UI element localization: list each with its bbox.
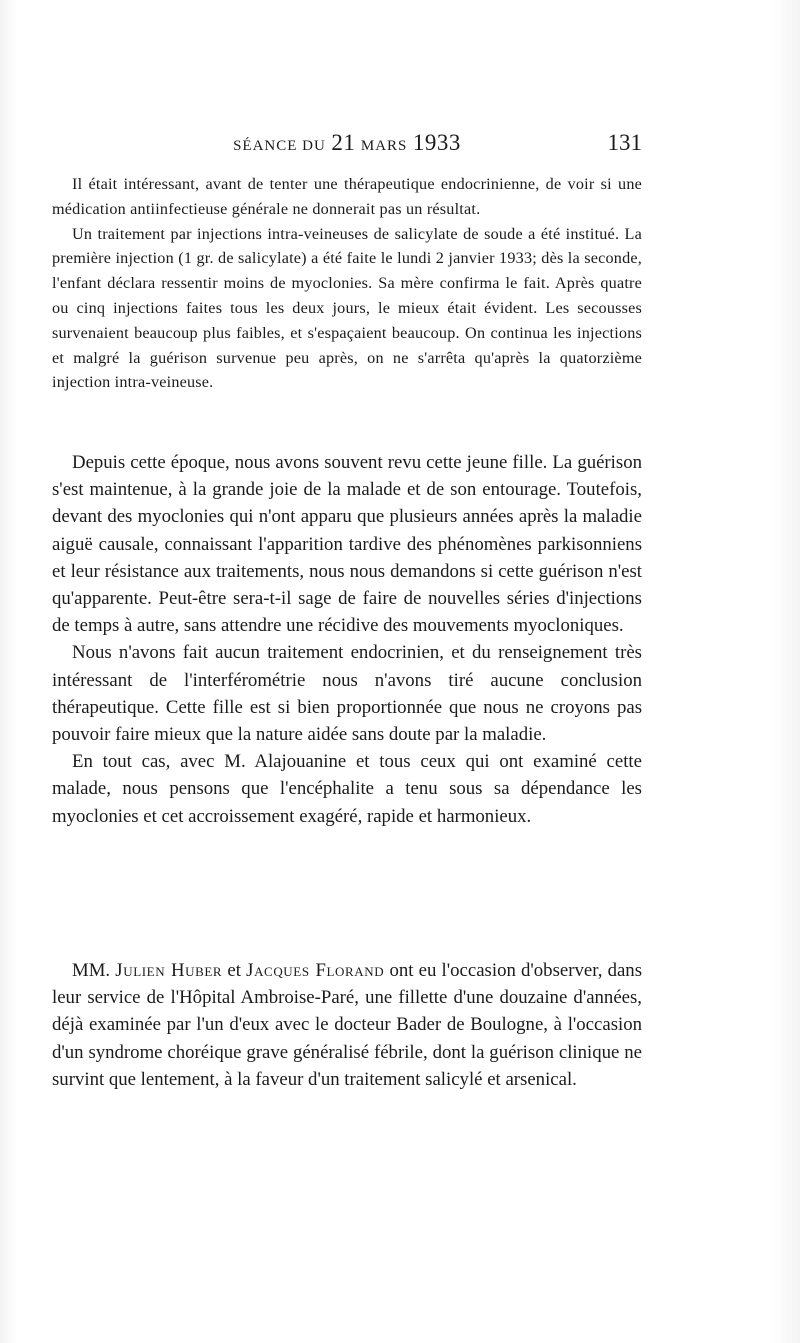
small-print-block	[52, 172, 642, 395]
running-head	[52, 130, 642, 156]
page-header	[52, 130, 642, 160]
paragraph	[52, 957, 642, 1093]
paragraph: Nous n'avons fait aucun traitement endocrinien, et du renseignement très intéressant de l'interférométrie nous n'avons tiré aucune conclusion thérapeutique. Cette fille est si bien proportionnée que nous ne croyons pas pouvoir faire mieux que la nature aidée sans doute par la maladie.	[52, 642, 642, 746]
communication-block	[52, 957, 642, 1093]
paragraph-text: ont eu l'occasion d'observer, dans leur service de l'Hôpital Ambroise-Paré, une fillette d'une douzaine d'années, déjà examinée par l'un d'eux avec le docteur Bader de Boulogne, à l'occasion d'un syndrome choréique grave généralisé fébrile, dont la guérison clinique ne survint que lentement, à la faveur d'un traitement salicylé et arsenical.	[52, 960, 643, 1090]
running-head-prefix: SÉANCE DU	[233, 138, 326, 154]
paragraph: Il était intéressant, avant de tenter une thérapeutique endocrinienne, de voir si une médication antiinfectieuse générale ne donnerait pas un résultat.	[52, 175, 642, 218]
page-number: 131	[607, 130, 642, 155]
running-head-month: MARS	[360, 138, 408, 154]
prefix: MM.	[72, 960, 111, 981]
author-name: Jacques Florand	[246, 960, 385, 981]
conjunction: et	[227, 960, 241, 981]
author-name: Julien Huber	[115, 960, 223, 981]
running-head-year: 1933	[412, 130, 461, 155]
paragraph: En tout cas, avec M. Alajouanine et tous ceux qui ont examiné cette malade, nous pensons que l'encéphalite a tenu sous sa dépendance les myoclonies et cet accroissement exagéré, rapide et harmonieux.	[52, 751, 642, 827]
paragraph: Depuis cette époque, nous avons souvent revu cette jeune fille. La guérison s'est maintenue, à la grande joie de la malade et de son entourage. Toutefois, devant des myoclonies qui n'ont apparu que plusieurs années après la maladie aiguë causale, connaissant l'apparition tardive des phénomènes parkisonniens et leur résistance aux traitements, nous nous demandons si cette guérison n'est qu'apparente. Peut-être sera-t-il sage de faire de nouvelles séries d'injections de temps à autre, sans attendre une récidive des mouvements myocloniques.	[52, 452, 642, 637]
paragraph: Un traitement par injections intra-veineuses de salicylate de soude a été institué. La première injection (1 gr. de salicylate) a été faite le lundi 2 janvier 1933; dès la seconde, l'enfant déclara ressentir moins de myoclonies. Sa mère confirma le fait. Après quatre ou cinq injections faites tous les deux jours, le mieux était évident. Les secousses survenaient beaucoup plus faibles, et s'espaçaient beaucoup. On continua les injections et malgré la guérison survenue peu après, on ne s'arrêta qu'après la quatorzième injection intra-veineuse.	[52, 224, 642, 392]
main-text-block	[52, 449, 642, 830]
running-head-day: 21	[331, 130, 356, 155]
